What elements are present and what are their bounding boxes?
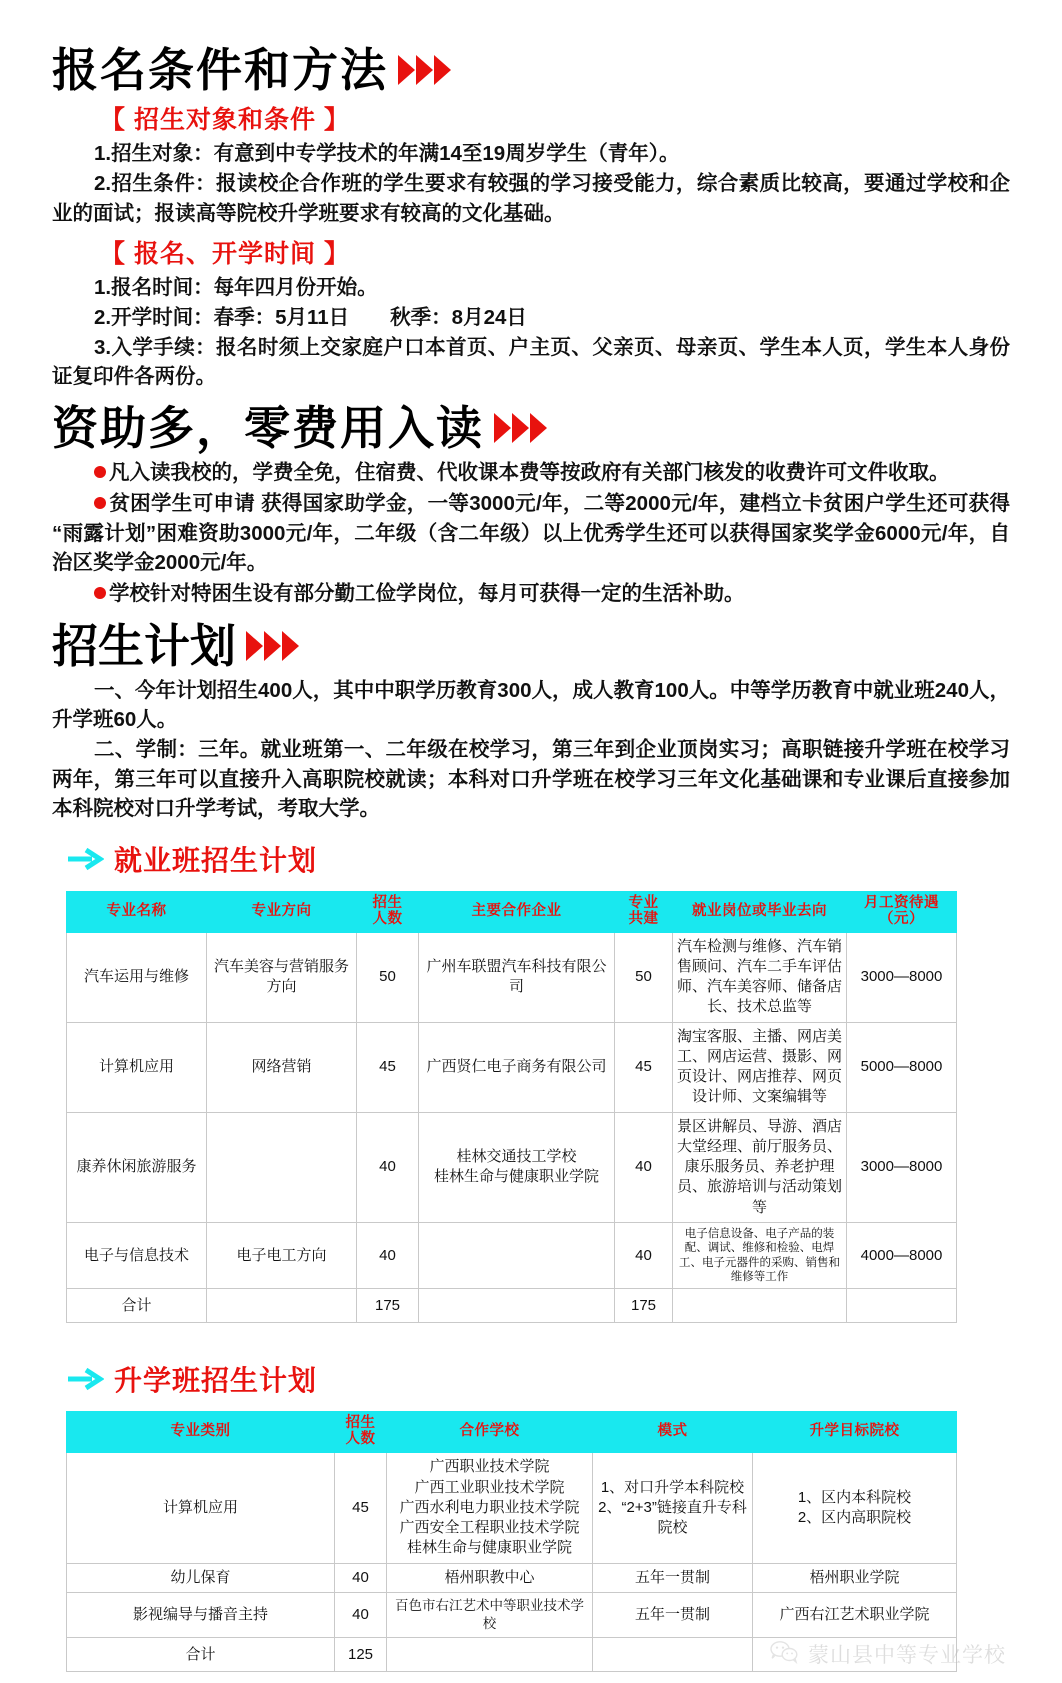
cell-quota: 40 [357,1222,419,1289]
cell-major-name: 电子与信息技术 [67,1222,207,1289]
paragraph-term-start-time: 2.开学时间：春季：5月11日 秋季：8月24日 [94,305,527,329]
paragraph-enrollment-conditions: 2.招生条件：报读校企合作班的学生要求有较强的学习接受能力，综合素质比较高，要通过学校和企业的面试；报读高等院校升学班要求有较高的文化基础。 [52,172,1010,225]
cell-major-name: 计算机应用 [67,1022,207,1112]
triple-arrow-icon [494,413,547,443]
table-row [67,932,957,1022]
cell-mode: 1、对口升学本科院校 2、“2+3”链接直升专科院校 [593,1453,753,1563]
cell-partner-school: 梧州职教中心 [387,1563,593,1592]
table-header-row [67,1412,957,1453]
table-total-row [67,1289,957,1323]
cell-monthly-salary: 5000—8000 [847,1022,957,1112]
triple-arrow-icon [246,631,299,661]
cell-empty [419,1289,615,1323]
table-row [67,1563,957,1592]
advancement-plan-table [66,1411,957,1672]
cell-empty [673,1289,847,1323]
th-major-category: 专业类别 [67,1412,335,1453]
cell-major-direction: 汽车美容与营销服务方向 [207,932,357,1022]
paragraph-plan-system: 二、学制：三年。就业班第一、二年级在校学习，第三年到企业顶岗实习；高职链接升学班在校学习两年，第三年可以直接升入高职院校就读；本科对口升学班在校学习三年文化基础课和专业课后直接参加本科院校对口升学考试，考取大学。 [52,738,1010,820]
th-partner-school: 合作学校 [387,1412,593,1453]
table-row [67,1453,957,1563]
arrow-right-icon [66,1367,104,1391]
cell-major-direction: 电子电工方向 [207,1222,357,1289]
cell-major-name: 汽车运用与维修 [67,932,207,1022]
subheading-registration-and-term-dates: 【 报名、开学时间 】 [100,239,350,268]
cell-quota: 40 [335,1592,387,1637]
th-job-positions: 就业岗位或毕业去向 [673,891,847,932]
cell-partner-company: 广西贤仁电子商务有限公司 [419,1022,615,1112]
cell-monthly-salary: 3000—8000 [847,1112,957,1222]
red-dot-icon [94,466,106,478]
triple-arrow-icon [398,55,451,85]
paragraph-enrollment-target: 1.招生对象：有意到中专学技术的年满14至19周岁学生（青年）。 [94,142,680,166]
table-title-text: 升学班招生计划 [114,1365,318,1397]
table-row [67,1222,957,1289]
employment-plan-table [66,891,957,1324]
cell-quota: 40 [335,1563,387,1592]
wechat-icon [769,1640,799,1669]
section-heading-financial-aid [52,402,1010,455]
cell-mode: 五年一贯制 [593,1592,753,1637]
bullet-text: 学校针对特困生设有部分勤工俭学岗位，每月可获得一定的生活补助。 [109,581,745,605]
bullet-work-study [52,579,1010,608]
table-row [67,1112,957,1222]
table-row [67,1022,957,1112]
th-quota: 招生 人数 [335,1412,387,1453]
th-target-college: 升学目标院校 [753,1412,957,1453]
cell-major-direction: 网络营销 [207,1022,357,1112]
th-quota: 招生 人数 [357,891,419,932]
cell-total-quota: 175 [357,1289,419,1323]
cell-job-positions: 汽车检测与维修、汽车销售顾问、汽车二手车评估师、汽车美容师、储备店长、技术总监等 [673,932,847,1022]
table-header-row [67,891,957,932]
th-major-direction: 专业方向 [207,891,357,932]
footer-watermark [769,1639,1006,1669]
cell-major-direction [207,1112,357,1222]
cell-job-positions: 淘宝客服、主播、网店美工、网店运营、摄影、网页设计、网店推荐、网页设计师、文案编辑等 [673,1022,847,1112]
cell-quota: 50 [357,932,419,1022]
bullet-tuition-free [52,458,1010,487]
table-title-text: 就业班招生计划 [114,844,318,876]
cell-mode: 五年一贯制 [593,1563,753,1592]
table-title-advancement-plan [66,1359,1010,1399]
bullet-grants [52,489,1010,576]
cell-total-joint-build: 175 [615,1289,673,1323]
cell-empty [387,1638,593,1672]
section-heading-text: 招生计划 [52,619,236,672]
red-dot-icon [94,497,106,509]
cell-total-label: 合计 [67,1289,207,1323]
cell-quota: 45 [335,1453,387,1563]
watermark-text: 蒙山县中等专业学校 [808,1644,1006,1667]
subheading-target-and-conditions: 【 招生对象和条件 】 [100,106,350,135]
cell-major-name: 康养休闲旅游服务 [67,1112,207,1222]
cell-job-positions: 电子信息设备、电子产品的装配、调试、维修和检验、电焊工、电子元器件的采购、销售和维修等工作 [673,1222,847,1289]
cell-partner-company: 桂林交通技工学校 桂林生命与健康职业学院 [419,1112,615,1222]
bullet-text: 凡入读我校的，学费全免，住宿费、代收课本费等按政府有关部门核发的收费许可文件收取。 [109,461,950,485]
cell-target-college: 广西右江艺术职业学院 [753,1592,957,1637]
th-monthly-salary: 月工资待遇（元） [847,891,957,932]
cell-joint-build: 45 [615,1022,673,1112]
cell-partner-school: 广西职业技术学院 广西工业职业技术学院 广西水利电力职业技术学院 广西安全工程职业技术学院 桂林生命与健康职业学院 [387,1453,593,1563]
paragraph-admission-procedure: 3.入学手续：报名时须上交家庭户口本首页、户主页、父亲页、母亲页、学生本人页，学生本人身份证复印件各两份。 [52,335,1010,388]
cell-quota: 45 [357,1022,419,1112]
cell-joint-build: 50 [615,932,673,1022]
cell-quota: 40 [357,1112,419,1222]
th-partner-company: 主要合作企业 [419,891,615,932]
cell-major-category: 影视编导与播音主持 [67,1592,335,1637]
cell-empty [207,1289,357,1323]
paragraph-plan-numbers: 一、今年计划招生400人，其中中职学历教育300人，成人教育100人。中等学历教育中就业班240人，升学班60人。 [52,679,1010,732]
paragraph-registration-time: 1.报名时间：每年四月份开始。 [94,275,378,299]
cell-target-college: 1、区内本科院校 2、区内高职院校 [753,1453,957,1563]
arrow-right-icon [66,847,104,871]
cell-monthly-salary: 3000—8000 [847,932,957,1022]
cell-monthly-salary: 4000—8000 [847,1222,957,1289]
cell-partner-company: 广州车联盟汽车科技有限公司 [419,932,615,1022]
cell-job-positions: 景区讲解员、导游、酒店大堂经理、前厅服务员、康乐服务员、养老护理员、旅游培训与活动策划等 [673,1112,847,1222]
cell-total-label: 合计 [67,1638,335,1672]
cell-empty [847,1289,957,1323]
th-joint-build: 专业 共建 [615,891,673,932]
cell-joint-build: 40 [615,1112,673,1222]
section-heading-text: 资助多，零费用入读 [52,402,484,455]
bullet-text: 贫困学生可申请 获得国家助学金，一等3000元/年，二等2000元/年，建档立卡贫困户学生还可获得“雨露计划”困难资助3000元/年，二年级（含二年级）以上优秀学生还可以获得国家奖学金6000元/年，自治区奖学金2000元/年。 [52,492,1010,574]
table-row [67,1592,957,1637]
cell-partner-company [419,1222,615,1289]
cell-empty [593,1638,753,1672]
red-dot-icon [94,587,106,599]
section-heading-text: 报名条件和方法 [52,44,388,96]
cell-target-college: 梧州职业学院 [753,1563,957,1592]
table-title-employment-plan [66,839,1010,879]
cell-major-category: 计算机应用 [67,1453,335,1563]
th-mode: 模式 [593,1412,753,1453]
section-heading-enrollment-conditions [52,46,1010,94]
cell-joint-build: 40 [615,1222,673,1289]
cell-partner-school: 百色市右江艺术中等职业技术学校 [387,1592,593,1637]
cell-major-category: 幼儿保育 [67,1563,335,1592]
th-major-name: 专业名称 [67,891,207,932]
cell-total-quota: 125 [335,1638,387,1672]
section-heading-enrollment-plan [52,619,1010,672]
